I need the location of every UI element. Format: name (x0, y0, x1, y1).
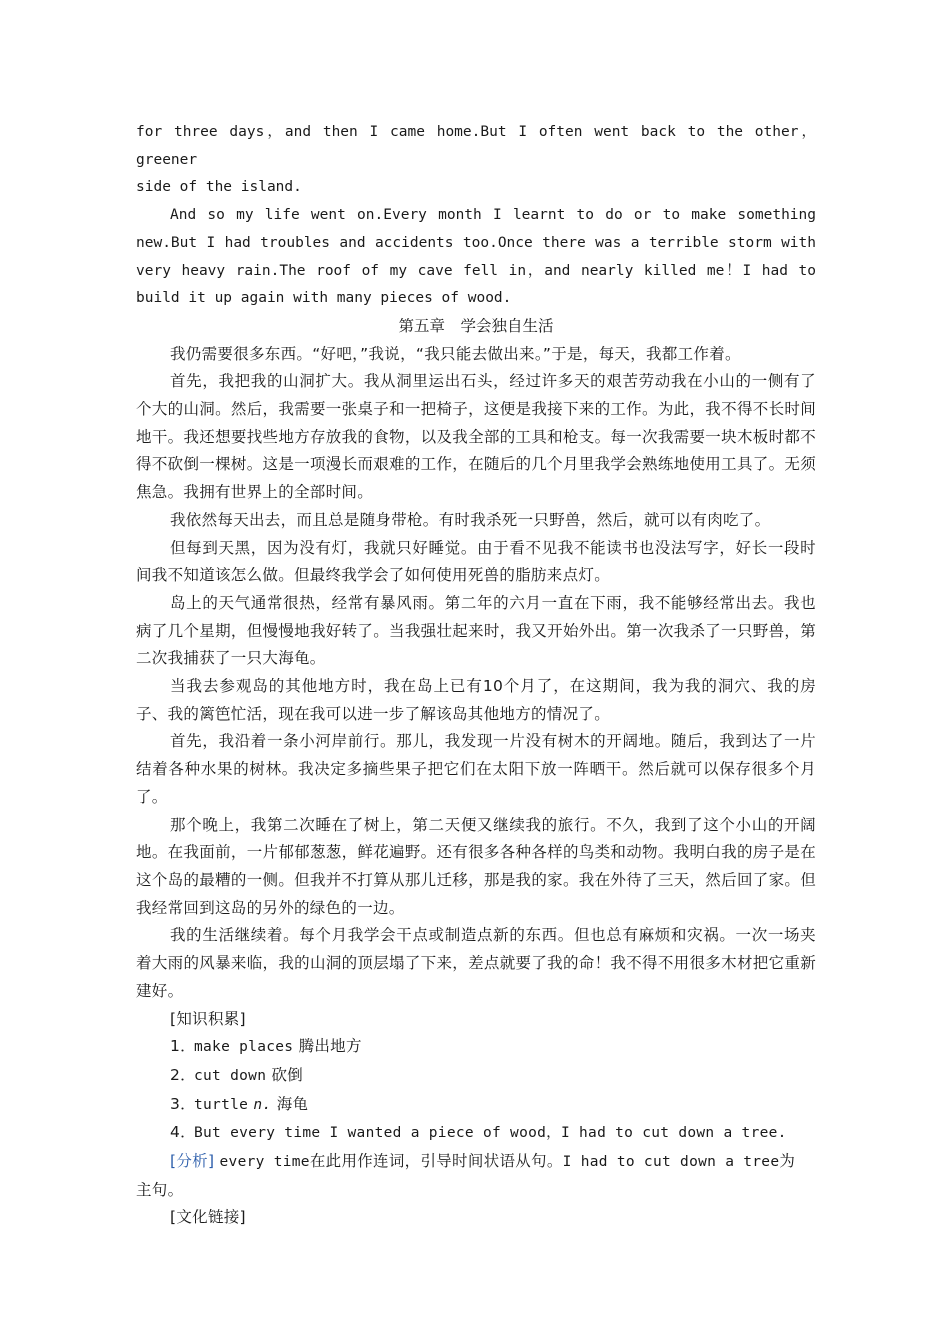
vocab-english: cut down (194, 1067, 267, 1084)
knowledge-heading: [知识积累] (170, 1009, 246, 1028)
chinese-paragraph: 首先，我沿着一条小河岸前行。那儿，我发现一片没有树木的开阔地。随后，我到达了一片结着各种水果的树林。我决定多摘些果子把它们在太阳下放一阵晒干。然后就可以保存很多个月了。 (136, 732, 816, 806)
vocab-item (136, 1033, 816, 1062)
vocab-item (136, 1062, 816, 1091)
analysis-zh-1: 在此用作连词，引导时间状语从句。 (309, 1152, 563, 1171)
vocab-chinese: 腾出地方 (298, 1037, 362, 1056)
vocab-number: 3． (170, 1094, 196, 1113)
english-paragraph-2: And so my life went on.Every month I learnt to do or to make something new.But I had troubles and accidents too.Once there was a terrible storm with very heavy rain.The roof of my cave fell in，and nearly killed me！I had to build it up again with many pieces of wood. (136, 207, 816, 307)
chinese-paragraph: 我的生活继续着。每个月我学会干点或制造点新的东西。但也总有麻烦和灾祸。一次一场夹着大雨的风暴来临，我的山洞的顶层塌了下来，差点就要了我的命！我不得不用很多木材把它重新建好。 (136, 926, 816, 1000)
vocab-chinese: 海龟 (276, 1094, 309, 1113)
vocab-item (136, 1119, 816, 1148)
chinese-paragraph: 我依然每天出去，而且总是随身带枪。有时我杀死一只野兽，然后，就可以有肉吃了。 (170, 510, 771, 529)
analysis-en-1: every time (219, 1154, 310, 1171)
analysis-line-2: 主句。 (136, 1180, 184, 1199)
vocab-english: But every time I wanted a piece of wood，I had to cut down a tree. (194, 1125, 787, 1142)
analysis-en-2: I had to cut down a tree (562, 1154, 780, 1171)
analysis-tag: [分析] (170, 1152, 215, 1171)
english-paragraph-1-line-1: for three days，and then I came home.But I often went back to the other，greener (136, 124, 816, 168)
chapter-title: 第五章 学会独自生活 (398, 316, 554, 335)
vocab-number: 1． (170, 1037, 196, 1056)
vocab-chinese: 砍倒 (271, 1065, 304, 1084)
culture-heading: [文化链接] (170, 1208, 246, 1227)
chinese-paragraph: 那个晚上，我第二次睡在了树上，第二天便又继续我的旅行。不久，我到了这个小山的开阔地。在我面前，一片郁郁葱葱，鲜花遍野。还有很多各种各样的鸟类和动物。我明白我的房子是在这个岛的最糟的一侧。但我并不打算从那儿迁移，那是我的家。我在外待了三天，然后回了家。但我经常回到这岛的另外的绿色的一边。 (136, 815, 816, 917)
chinese-paragraph: 首先，我把我的山洞扩大。我从洞里运出石头，经过许多天的艰苦劳动我在小山的一侧有了个大的山洞。然后，我需要一张桌子和一把椅子，这便是我接下来的工作。为此，我不得不长时间地干。我还想要找些地方存放我的食物，以及我全部的工具和枪支。每一次我需要一块木板时都不得不砍倒一棵树。这是一项漫长而艰难的工作，在随后的几个月里我学会熟练地使用工具了。无须焦急。我拥有世界上的全部时间。 (136, 372, 816, 502)
vocab-english: make places (194, 1039, 294, 1056)
analysis-line-1 (136, 1148, 816, 1177)
chinese-paragraph: 我仍需要很多东西。“好吧，”我说，“我只能去做出来。”于是，每天，我都工作着。 (170, 344, 741, 363)
vocab-item (136, 1091, 816, 1120)
vocab-english: turtle (194, 1096, 249, 1113)
chinese-paragraph: 但每到天黑，因为没有灯，我就只好睡觉。由于看不见我不能读书也没法写字，好长一段时间我不知道该怎么做。但最终我学会了如何使用死兽的脂肪来点灯。 (136, 538, 816, 585)
chinese-paragraph: 岛上的天气通常很热，经常有暴风雨。第二年的六月一直在下雨，我不能够经常出去。我也病了几个星期，但慢慢地我好转了。当我强壮起来时，我又开始外出。第一次我杀了一只野兽，第二次我捕获了一只大海龟。 (136, 593, 816, 668)
vocab-number: 2． (170, 1065, 196, 1084)
vocab-number: 4． (170, 1123, 196, 1142)
document-page (136, 119, 816, 1232)
analysis-zh-2: 为 (779, 1152, 796, 1171)
vocab-part-of-speech: n. (253, 1096, 272, 1113)
english-paragraph-1-line-2: side of the island. (136, 179, 302, 196)
chinese-paragraph: 当我去参观岛的其他地方时，我在岛上已有10个月了，在这期间，我为我的洞穴、我的房子、我的篱笆忙活，现在我可以进一步了解该岛其他地方的情况了。 (136, 677, 816, 723)
